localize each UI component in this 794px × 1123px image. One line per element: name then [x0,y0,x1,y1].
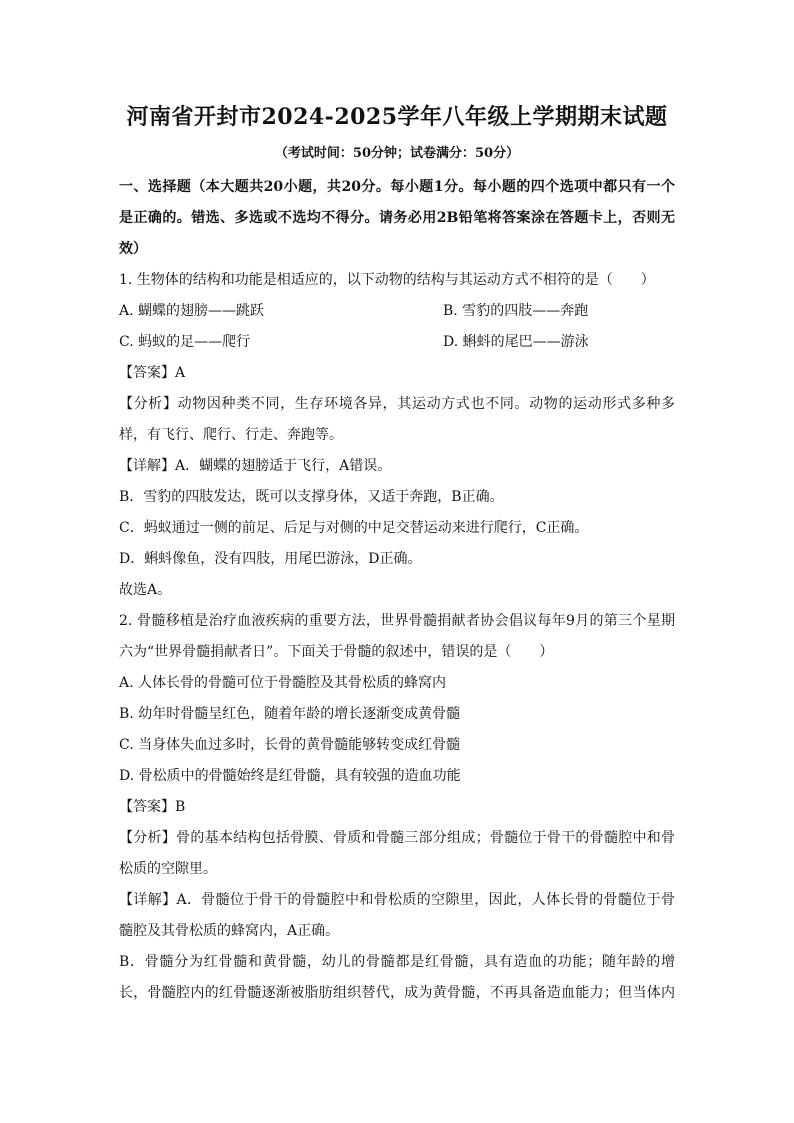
option-c: C. 蚂蚁的足——爬行 [119,334,251,350]
options-row [119,327,675,358]
question-stem: 1. 生物体的结构和功能是相适应的，以下动物的结构与其运动方式不相符的是（ ） [119,272,655,288]
detail-line: 髓腔及其骨松质的蜂窝内，A正确。 [119,923,340,939]
detail-line: 【详解】A．骨髓位于骨干的骨髓腔中和骨松质的空隙里，因此，人体长骨的骨髓位于骨 [119,892,675,908]
option-b: B. 幼年时骨髓呈红色，随着年龄的增长逐渐变成黄骨髓 [119,706,461,722]
question-stem: 六为“世界骨髓捐献者日”。下面关于骨髓的叙述中，错误的是（ ） [119,644,554,660]
section-heading-line: 一、选择题（本大题共20小题，共20分。每小题1分。每小题的四个选项中都只有一个 [119,179,675,195]
detail-line: 长，骨髓腔内的红骨髓逐渐被脂肪组织替代，成为黄骨髓，不再具备造血能力；但当体内 [119,985,675,1001]
conclusion: 故选A。 [119,582,172,598]
detail-line: B．骨髓分为红骨髓和黄骨髓，幼儿的骨髓都是红骨髓，具有造血的功能；随年龄的增 [119,954,675,970]
option-a: A. 人体长骨的骨髓可位于骨髓腔及其骨松质的蜂窝内 [119,675,447,691]
option-c: C. 当身体失血过多时，长骨的黄骨髓能够转变成红骨髓 [119,737,461,753]
exam-info: （考试时间：50分钟；试卷满分：50分） [274,146,520,161]
answer: 【答案】A [119,365,186,381]
section-heading-line: 效） [119,241,147,257]
analysis-line: 松质的空隙里。 [119,861,217,877]
detail-line: B．雪豹的四肢发达，既可以支撑身体，又适于奔跑，B正确。 [119,489,504,505]
analysis-line: 【分析】骨的基本结构包括骨膜、骨质和骨髓三部分组成；骨髓位于骨干的骨髓腔中和骨 [119,830,675,846]
analysis-line: 样，有飞行、爬行、行走、奔跑等。 [119,427,343,443]
analysis-line: 【分析】动物因种类不同，生存环境各异，其运动方式也不同。动物的运动形式多种多 [119,396,675,412]
question-stem: 2. 骨髓移植是治疗血液疾病的重要方法，世界骨髓捐献者协会倡议每年9月的第三个星期 [119,613,675,629]
option-a: A. 蝴蝶的翅膀——跳跃 [119,303,265,319]
option-b: B. 雪豹的四肢——奔跑 [443,303,589,319]
detail-line: C．蚂蚁通过一侧的前足、后足与对侧的中足交替运动来进行爬行，C正确。 [119,520,589,536]
options-row [119,296,675,327]
detail-line: 【详解】A．蝴蝶的翅膀适于飞行，A错误。 [119,458,392,474]
answer: 【答案】B [119,799,186,815]
option-d: D. 蝌蚪的尾巴——游泳 [443,334,589,350]
detail-line: D．蝌蚪像鱼，没有四肢，用尾巴游泳，D正确。 [119,551,422,567]
document-body [119,172,675,1009]
page-title: 河南省开封市2024-2025学年八年级上学期期末试题 [126,104,668,130]
section-heading-line: 是正确的。错选、多选或不选均不得分。请务必用2B铅笔将答案涂在答题卡上，否则无 [119,210,675,226]
option-d: D. 骨松质中的骨髓始终是红骨髓，具有较强的造血功能 [119,768,461,784]
